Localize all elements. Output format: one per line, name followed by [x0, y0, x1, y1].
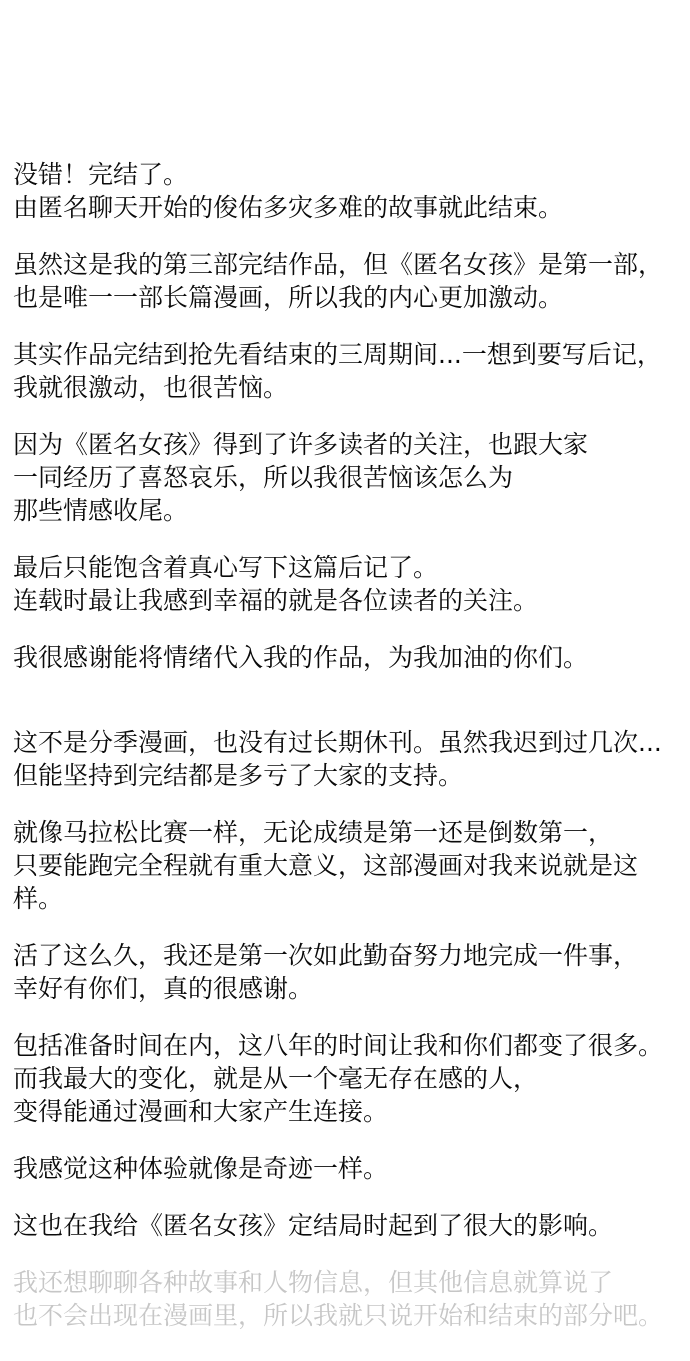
text-line: 其实作品完结到抢先看结束的三周期间...一想到要写后记，	[13, 340, 662, 369]
paragraph	[13, 939, 683, 1005]
paragraph	[13, 641, 683, 674]
paragraph	[13, 551, 683, 617]
paragraph	[13, 1029, 683, 1128]
text-line: 连载时最让我感到幸福的就是各位读者的关注。	[13, 586, 539, 615]
paragraph	[13, 726, 683, 792]
text-line: 也是唯一一部长篇漫画，所以我的内心更加激动。	[13, 283, 564, 312]
text-line: 但能坚持到完结都是多亏了大家的支持。	[13, 761, 464, 790]
text-line: 最后只能饱含着真心写下这篇后记了。	[13, 553, 439, 582]
afterword-text	[13, 158, 683, 1356]
text-line: 我感觉这种体验就像是奇迹一样。	[13, 1154, 389, 1183]
paragraph	[13, 248, 683, 314]
text-line: 一同经历了喜怒哀乐，所以我很苦恼该怎么为	[13, 463, 514, 492]
text-line: 活了这么久，我还是第一次如此勤奋努力地完成一件事，	[13, 941, 639, 970]
text-line: 因为《匿名女孩》得到了许多读者的关注，也跟大家	[13, 430, 589, 459]
text-line: 我就很激动，也很苦恼。	[13, 373, 289, 402]
text-line: 而我最大的变化，就是从一个毫无存在感的人，	[13, 1064, 539, 1093]
text-line: 幸好有你们，真的很感谢。	[13, 974, 314, 1003]
text-line: 由匿名聊天开始的俊佑多灾多难的故事就此结束。	[13, 193, 564, 222]
paragraph	[13, 1266, 683, 1332]
paragraph	[13, 428, 683, 527]
text-line: 虽然这是我的第三部完结作品，但《匿名女孩》是第一部，	[13, 250, 664, 279]
text-line: 变得能通过漫画和大家产生连接。	[13, 1097, 389, 1126]
text-line: 就像马拉松比赛一样，无论成绩是第一还是倒数第一，	[13, 818, 614, 847]
text-line: 我很感谢能将情绪代入我的作品，为我加油的你们。	[13, 643, 589, 672]
paragraph	[13, 338, 683, 404]
paragraph	[13, 816, 683, 915]
text-line: 也不会出现在漫画里，所以我就只说开始和结束的部分吧。	[13, 1301, 664, 1330]
paragraph	[13, 1209, 683, 1242]
paragraph	[13, 1152, 683, 1185]
text-line: 我还想聊聊各种故事和人物信息，但其他信息就算说了	[13, 1268, 614, 1297]
paragraph	[13, 158, 683, 224]
text-line: 这不是分季漫画，也没有过长期休刊。虽然我迟到过几次...	[13, 728, 662, 757]
text-line: 那些情感收尾。	[13, 496, 189, 525]
text-line: 这也在我给《匿名女孩》定结局时起到了很大的影响。	[13, 1211, 614, 1240]
text-line: 没错！完结了。	[13, 160, 189, 189]
text-line: 只要能跑完全程就有重大意义，这部漫画对我来说就是这样。	[13, 851, 639, 913]
text-line: 包括准备时间在内，这八年的时间让我和你们都变了很多。	[13, 1031, 664, 1060]
